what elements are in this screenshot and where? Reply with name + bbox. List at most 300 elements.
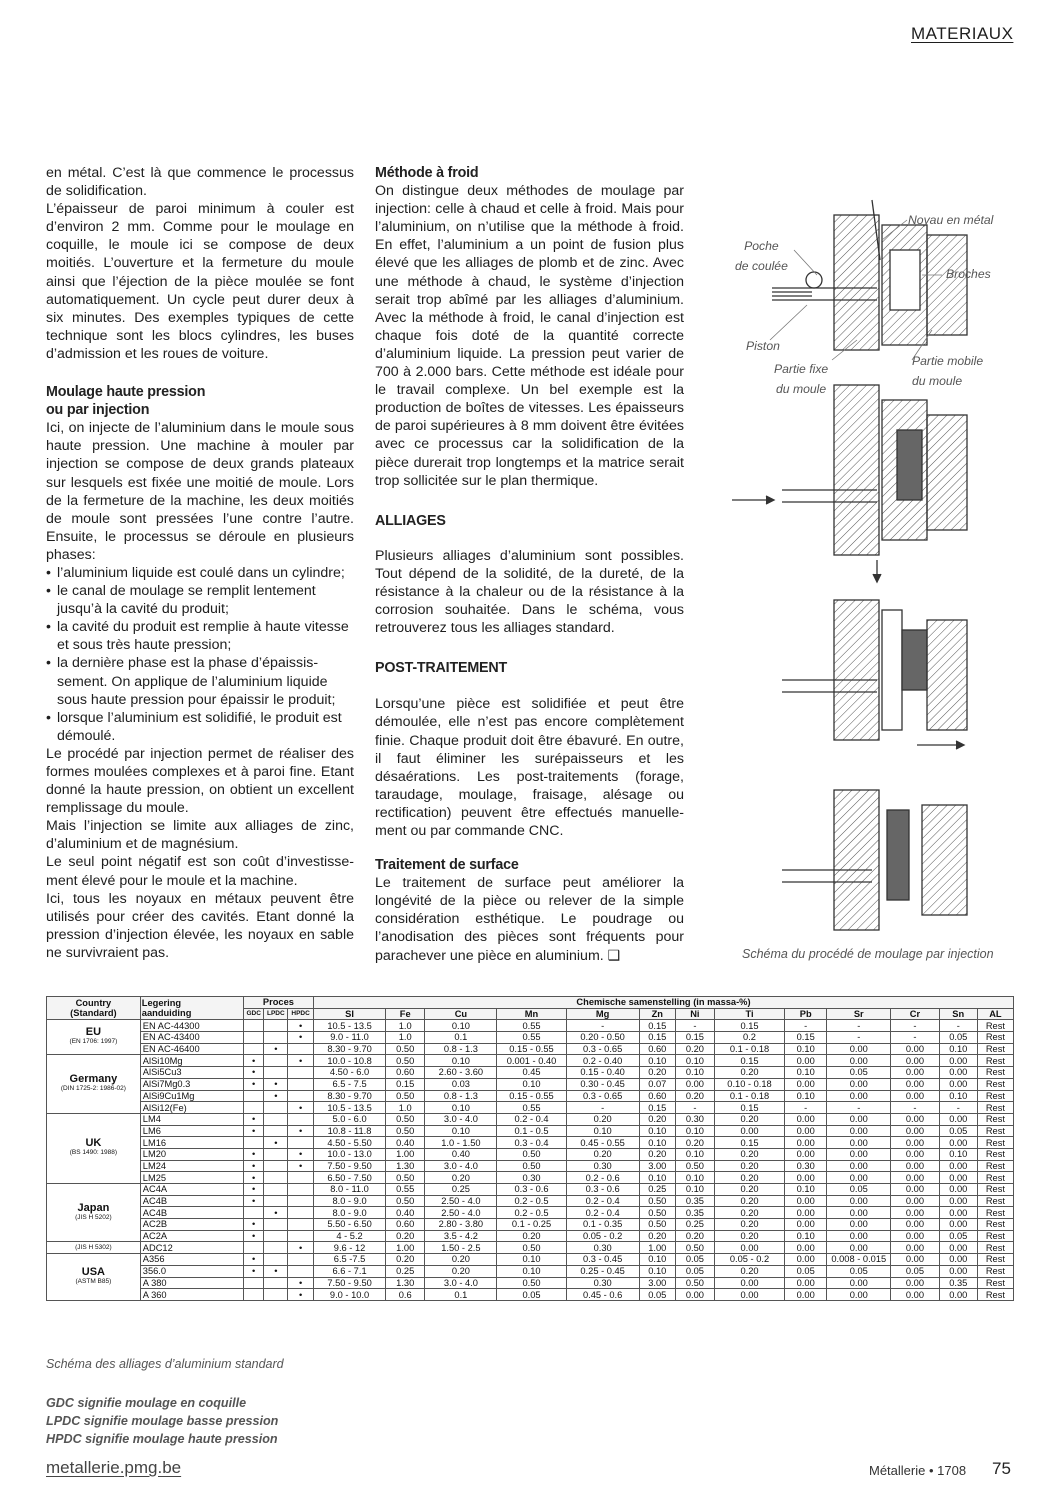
composition-value: 1.0: [386, 1032, 425, 1044]
composition-value: 0.00: [827, 1043, 891, 1055]
composition-value: 0.50: [497, 1242, 566, 1254]
composition-value: 0.2 - 0.5: [497, 1207, 566, 1219]
composition-value: 0.2 - 0.4: [497, 1113, 566, 1125]
composition-value: 0.1 - 0.25: [497, 1219, 566, 1231]
table-row: [47, 1090, 1014, 1102]
composition-value: 0.05: [827, 1184, 891, 1196]
composition-value: 0.20: [425, 1172, 497, 1184]
process-mark: [288, 1067, 314, 1079]
composition-value: 0.20: [386, 1230, 425, 1242]
process-mark: •: [264, 1265, 288, 1277]
composition-value: 10.8 - 11.8: [313, 1125, 385, 1137]
composition-value: 0.8 - 1.3: [425, 1043, 497, 1055]
alloy-name: LM24: [140, 1160, 243, 1172]
paragraph: Lorsqu’une pièce est solidifiée et peut être démoulée, elle n’est pas encore complètement finie. Chaque produit doit être ébavuré. En outre, il faut éliminer les surépaisseurs et les désaérations. Les post-traitements (forage, taraudage, moulage, fraisage, alésage ou rectification) peuvent être effectués manuelle-ment ou par commande CNC.: [375, 696, 684, 839]
label-poche: Poche de coulée: [735, 239, 788, 273]
composition-value: 0.00: [891, 1254, 939, 1266]
composition-value: Rest: [977, 1113, 1013, 1125]
table-row: [47, 1207, 1014, 1219]
process-mark: •: [288, 1277, 314, 1289]
composition-value: 0.10: [639, 1265, 675, 1277]
composition-value: 0.25 - 0.45: [566, 1265, 639, 1277]
composition-value: 0.10: [639, 1125, 675, 1137]
composition-value: 0.00: [939, 1184, 977, 1196]
composition-value: 0.55: [497, 1102, 566, 1114]
composition-value: -: [785, 1102, 827, 1114]
alloy-name: LM6: [140, 1125, 243, 1137]
composition-value: 0.00: [891, 1160, 939, 1172]
header-element: Cr: [891, 1008, 939, 1020]
composition-value: 2.50 - 4.0: [425, 1207, 497, 1219]
composition-value: 0.00: [891, 1219, 939, 1231]
alloy-name: AlSi10Mg: [140, 1055, 243, 1067]
composition-value: 0.00: [891, 1277, 939, 1289]
process-mark: [288, 1184, 314, 1196]
process-mark: •: [264, 1137, 288, 1149]
composition-value: 0.10: [497, 1078, 566, 1090]
process-mark: •: [243, 1160, 264, 1172]
paragraph: Le procédé par injection permet de réaliser des formes moulées complexes et à paroi fine. Etant donné la haute pression, on obtient un excellent remplissage du moule.: [46, 745, 354, 817]
country-cell: USA (ASTM B85): [47, 1254, 141, 1301]
composition-value: 0.20: [497, 1230, 566, 1242]
composition-value: 0.15: [639, 1102, 675, 1114]
composition-value: 0.30 - 0.45: [566, 1078, 639, 1090]
composition-value: Rest: [977, 1067, 1013, 1079]
composition-value: 0.45 - 0.55: [566, 1137, 639, 1149]
table-row: [47, 1102, 1014, 1114]
composition-value: 0.00: [891, 1184, 939, 1196]
composition-value: 0.05: [785, 1265, 827, 1277]
composition-value: 0.00: [714, 1277, 784, 1289]
process-mark: •: [288, 1160, 314, 1172]
table-row: [47, 1265, 1014, 1277]
header-proc: LPDC: [264, 1008, 288, 1020]
composition-value: Rest: [977, 1032, 1013, 1044]
composition-value: 0.00: [891, 1148, 939, 1160]
process-mark: [288, 1230, 314, 1242]
composition-value: 0.60: [386, 1219, 425, 1231]
composition-value: Rest: [977, 1172, 1013, 1184]
composition-value: 3.0 - 4.0: [425, 1113, 497, 1125]
composition-value: 9.0 - 11.0: [313, 1032, 385, 1044]
composition-value: 0.20: [675, 1043, 714, 1055]
composition-value: 0.10: [939, 1043, 977, 1055]
composition-value: 10.0 - 13.0: [313, 1148, 385, 1160]
composition-value: 2.60 - 3.60: [425, 1067, 497, 1079]
composition-value: 0.05: [639, 1289, 675, 1301]
composition-value: 5.50 - 6.50: [313, 1219, 385, 1231]
process-mark: [288, 1043, 314, 1055]
composition-value: 3.0 - 4.0: [425, 1277, 497, 1289]
alloy-name: AC2B: [140, 1219, 243, 1231]
header-country: Country (Standard): [47, 997, 141, 1020]
composition-value: -: [891, 1020, 939, 1032]
table-caption: Schéma des alliages d’aluminium standard: [46, 1357, 284, 1371]
composition-value: 0.10: [939, 1090, 977, 1102]
country-cell: (JIS H 5302): [47, 1242, 141, 1254]
composition-value: 5.0 - 6.0: [313, 1113, 385, 1125]
alloy-name: A356: [140, 1254, 243, 1266]
composition-value: 9.6 - 12: [313, 1242, 385, 1254]
composition-value: 0.00: [785, 1125, 827, 1137]
composition-value: 8.30 - 9.70: [313, 1090, 385, 1102]
composition-value: 0.15: [386, 1078, 425, 1090]
composition-value: 0.10: [675, 1148, 714, 1160]
composition-value: 0.10: [675, 1172, 714, 1184]
paragraph: L’épaisseur de paroi minimum à couler est d’environ 2 mm. Comme pour le moulage en coquille, le moule ici se compose de deux moitiés. L’ouverture et la fermeture du moule ainsi que l’éjection de la pièce moulée se font automatiquement. Un cycle peut durer deux à six minutes. Des exemples typiques de cette technique sont les blocs cylindres, les buses d’admission et les roues de voiture.: [46, 201, 354, 362]
composition-value: 0.00: [939, 1289, 977, 1301]
process-mark: •: [288, 1289, 314, 1301]
composition-value: 0.3 - 0.6: [497, 1184, 566, 1196]
bullet-list: [46, 564, 354, 745]
table-row: [47, 1172, 1014, 1184]
composition-value: 0.00: [785, 1219, 827, 1231]
composition-value: 0.00: [827, 1125, 891, 1137]
process-mark: •: [243, 1055, 264, 1067]
composition-value: Rest: [977, 1078, 1013, 1090]
process-mark: •: [243, 1219, 264, 1231]
composition-value: 0.10: [425, 1055, 497, 1067]
alloy-name: AlSi9Cu1Mg: [140, 1090, 243, 1102]
process-mark: [264, 1289, 288, 1301]
composition-value: -: [827, 1020, 891, 1032]
alloy-name: A 380: [140, 1277, 243, 1289]
paragraph: Plusieurs alliages d’aluminium sont possibles. Tout dépend de la solidité, de la dureté, de la résistance à la chaleur ou de la résistance à la corrosion souhaitée. Dans le schéma, vous retrouverez tous les alliages standard.: [375, 547, 684, 637]
header-chem: Chemische samenstelling (in massa-%): [313, 997, 1013, 1009]
composition-value: 0.50: [639, 1195, 675, 1207]
process-mark: •: [288, 1032, 314, 1044]
composition-value: -: [891, 1032, 939, 1044]
composition-value: 7.50 - 9.50: [313, 1160, 385, 1172]
composition-value: 0.60: [639, 1043, 675, 1055]
process-mark: [243, 1242, 264, 1254]
composition-value: 0.00: [827, 1137, 891, 1149]
process-mark: •: [243, 1078, 264, 1090]
composition-value: 0.00: [891, 1113, 939, 1125]
composition-value: 0.00: [939, 1113, 977, 1125]
column-left: [46, 164, 354, 962]
composition-value: Rest: [977, 1277, 1013, 1289]
table-row: [47, 1113, 1014, 1125]
process-mark: [288, 1113, 314, 1125]
alloy-name: EN AC-46400: [140, 1043, 243, 1055]
composition-value: 0.001 - 0.40: [497, 1055, 566, 1067]
composition-value: Rest: [977, 1242, 1013, 1254]
composition-value: 0.00: [785, 1277, 827, 1289]
composition-value: 0.00: [891, 1242, 939, 1254]
composition-value: 0.00: [827, 1090, 891, 1102]
composition-value: 0.10: [675, 1125, 714, 1137]
table-row: [47, 1032, 1014, 1044]
composition-value: 1.0 - 1.50: [425, 1137, 497, 1149]
process-mark: •: [243, 1172, 264, 1184]
composition-value: 0.20: [425, 1265, 497, 1277]
composition-value: 0.50: [386, 1172, 425, 1184]
composition-value: 0.10: [785, 1043, 827, 1055]
header-element: SI: [313, 1008, 385, 1020]
composition-value: 8.0 - 9.0: [313, 1195, 385, 1207]
composition-value: 0.00: [785, 1172, 827, 1184]
composition-value: 0.10: [639, 1055, 675, 1067]
composition-value: Rest: [977, 1102, 1013, 1114]
composition-value: -: [566, 1102, 639, 1114]
composition-value: 0.1 - 0.35: [566, 1219, 639, 1231]
composition-value: 0.10: [639, 1137, 675, 1149]
composition-value: 10.0 - 10.8: [313, 1055, 385, 1067]
header-element: Cu: [425, 1008, 497, 1020]
composition-value: 0.10: [497, 1254, 566, 1266]
country-cell: Germany (DIN 1725-2: 1986-02): [47, 1055, 141, 1113]
composition-value: 0.20: [714, 1230, 784, 1242]
composition-value: 0.10: [639, 1254, 675, 1266]
composition-value: 0.00: [939, 1172, 977, 1184]
composition-value: 0.00: [939, 1137, 977, 1149]
composition-value: 0.008 - 0.015: [827, 1254, 891, 1266]
column-middle: [375, 164, 684, 965]
heading: POST-TRAITEMENT: [375, 660, 508, 677]
process-mark: [243, 1277, 264, 1289]
composition-value: 0.00: [827, 1230, 891, 1242]
process-mark: •: [288, 1125, 314, 1137]
composition-value: 0.50: [386, 1113, 425, 1125]
process-mark: [264, 1148, 288, 1160]
label-noyau: Noyau en métal: [908, 213, 994, 227]
composition-value: 0.00: [939, 1265, 977, 1277]
composition-value: 0.00: [785, 1148, 827, 1160]
composition-value: 0.05: [827, 1265, 891, 1277]
process-mark: •: [243, 1265, 264, 1277]
composition-value: 0.00: [939, 1207, 977, 1219]
composition-value: 4.50 - 6.0: [313, 1067, 385, 1079]
process-mark: [288, 1078, 314, 1090]
composition-value: -: [827, 1102, 891, 1114]
composition-value: 0.25: [675, 1219, 714, 1231]
composition-value: 0.05: [497, 1289, 566, 1301]
composition-value: 0.1: [425, 1032, 497, 1044]
process-mark: [288, 1137, 314, 1149]
composition-value: 0.00: [891, 1090, 939, 1102]
composition-value: -: [827, 1032, 891, 1044]
composition-value: 0.3 - 0.65: [566, 1043, 639, 1055]
composition-value: 0.15 - 0.40: [566, 1067, 639, 1079]
process-mark: [264, 1242, 288, 1254]
composition-value: 0.00: [827, 1219, 891, 1231]
composition-value: 1.50 - 2.5: [425, 1242, 497, 1254]
composition-value: Rest: [977, 1055, 1013, 1067]
composition-value: 0.15 - 0.55: [497, 1090, 566, 1102]
alloy-name: ADC12: [140, 1242, 243, 1254]
composition-value: 0.60: [639, 1090, 675, 1102]
composition-value: 0.05: [939, 1032, 977, 1044]
composition-value: 0.55: [497, 1032, 566, 1044]
composition-value: 0.00: [785, 1289, 827, 1301]
process-mark: [288, 1254, 314, 1266]
composition-value: 0.00: [785, 1254, 827, 1266]
alloy-name: EN AC-44300: [140, 1020, 243, 1032]
composition-value: 0.10: [639, 1172, 675, 1184]
paragraph: On distingue deux méthodes de moulage par injection: celle à chaud et celle à froid. Mais pour l’aluminium, on n’utilise que la méthode à froid. En effet, l’aluminium a un point de fusion plus élevé que les alliages de plomb et de zinc. Avec une méthode à chaud, le système d’injection serait trop abîmé par les alliages d’aluminium. Avec la méthode à froid, le canal d’injection est chaque fois doté de la quantité correcte d’aluminium liquide. La pression peut varier de 700 à 2.000 bars. Cette méthode est idéale pour le travail complexe. Un bel exemple est la production de boîtes de vitesses. Les épaisseurs de paroi supérieures à 8 mm doivent être évitées avec ce processus car la solidification de la pièce durerait trop longtemps et la matrice serait trop sollicitée sur le plan thermique.: [375, 183, 684, 489]
table-row: [47, 1219, 1014, 1231]
header-element: Fe: [386, 1008, 425, 1020]
composition-value: 0.00: [939, 1219, 977, 1231]
composition-value: 6.6 - 7.1: [313, 1265, 385, 1277]
composition-value: 0.10: [939, 1148, 977, 1160]
process-mark: •: [243, 1254, 264, 1266]
process-mark: [243, 1102, 264, 1114]
composition-value: 1.0: [386, 1020, 425, 1032]
composition-value: 3.00: [639, 1160, 675, 1172]
composition-value: 0.50: [675, 1242, 714, 1254]
composition-value: 10.5 - 13.5: [313, 1102, 385, 1114]
composition-value: 0.00: [939, 1055, 977, 1067]
paragraph: Ici, tous les noyaux en métaux peuvent être utilisés pour créer des cavités. Etant donné la pression d’injection élevée, les noyaux en sable ne survivraient pas.: [46, 890, 354, 961]
composition-value: 0.50: [675, 1277, 714, 1289]
header-element: Sr: [827, 1008, 891, 1020]
composition-value: 0.00: [714, 1242, 784, 1254]
composition-value: 0.00: [827, 1172, 891, 1184]
composition-value: 0.15: [714, 1055, 784, 1067]
list-item: • l’aluminium liquide est coulé dans un cylindre;: [46, 564, 354, 582]
header-proces: Proces: [243, 997, 313, 1009]
composition-value: 0.3 - 0.45: [566, 1254, 639, 1266]
composition-value: 0.50: [639, 1207, 675, 1219]
composition-value: 0.00: [827, 1195, 891, 1207]
composition-value: 0.07: [639, 1078, 675, 1090]
process-mark: [243, 1090, 264, 1102]
process-mark: [243, 1043, 264, 1055]
composition-value: Rest: [977, 1230, 1013, 1242]
composition-value: 0.30: [497, 1172, 566, 1184]
alloy-name: LM20: [140, 1148, 243, 1160]
composition-value: 0.20: [714, 1184, 784, 1196]
table-row: [47, 1230, 1014, 1242]
composition-value: 0.15: [714, 1020, 784, 1032]
composition-value: 0.20: [714, 1113, 784, 1125]
composition-value: 0.30: [566, 1242, 639, 1254]
website-link[interactable]: metallerie.pmg.be: [46, 1458, 182, 1477]
composition-value: 0.05: [675, 1254, 714, 1266]
table-row: [47, 1184, 1014, 1196]
composition-value: 1.30: [386, 1160, 425, 1172]
composition-value: 0.00: [891, 1078, 939, 1090]
table-row: [47, 1160, 1014, 1172]
composition-value: 6.50 - 7.50: [313, 1172, 385, 1184]
header-legering: Legering aanduiding: [140, 997, 243, 1020]
composition-value: Rest: [977, 1254, 1013, 1266]
alloy-name: AC4B: [140, 1195, 243, 1207]
composition-value: 4.50 - 5.50: [313, 1137, 385, 1149]
process-mark: •: [243, 1113, 264, 1125]
composition-value: 0.55: [386, 1184, 425, 1196]
alloy-name: LM16: [140, 1137, 243, 1149]
composition-value: 0.10: [425, 1125, 497, 1137]
composition-value: 0.6: [386, 1289, 425, 1301]
composition-value: 0.50: [386, 1090, 425, 1102]
composition-value: 0.00: [714, 1289, 784, 1301]
composition-value: 0.1 - 0.18: [714, 1043, 784, 1055]
composition-value: -: [785, 1020, 827, 1032]
composition-value: 0.00: [827, 1242, 891, 1254]
composition-value: 6.5 - 7.5: [313, 1078, 385, 1090]
composition-value: 9.0 - 10.0: [313, 1289, 385, 1301]
alloy-table: [46, 996, 1014, 1301]
composition-value: 0.2 - 0.4: [566, 1195, 639, 1207]
composition-value: 0.50: [497, 1160, 566, 1172]
composition-value: Rest: [977, 1160, 1013, 1172]
process-mark: [264, 1195, 288, 1207]
label-piston: Piston: [746, 339, 780, 353]
process-mark: [288, 1265, 314, 1277]
composition-value: 8.0 - 11.0: [313, 1184, 385, 1196]
heading: Méthode à froid: [375, 165, 479, 181]
composition-value: 0.20: [714, 1219, 784, 1231]
composition-value: 0.30: [785, 1160, 827, 1172]
composition-value: Rest: [977, 1020, 1013, 1032]
process-mark: •: [243, 1230, 264, 1242]
composition-value: 0.1: [425, 1289, 497, 1301]
composition-value: Rest: [977, 1184, 1013, 1196]
composition-value: 0.3 - 0.65: [566, 1090, 639, 1102]
composition-value: 0.15: [639, 1032, 675, 1044]
composition-value: 0.10: [566, 1125, 639, 1137]
composition-value: Rest: [977, 1195, 1013, 1207]
composition-value: Rest: [977, 1137, 1013, 1149]
composition-value: 0.50: [497, 1148, 566, 1160]
process-mark: [264, 1067, 288, 1079]
composition-value: 0.2 - 0.5: [497, 1195, 566, 1207]
composition-value: 0.50: [639, 1219, 675, 1231]
composition-value: Rest: [977, 1207, 1013, 1219]
composition-value: 0.3 - 0.4: [497, 1137, 566, 1149]
table-row: [47, 1277, 1014, 1289]
composition-value: 0.20: [714, 1067, 784, 1079]
composition-value: 0.55: [497, 1020, 566, 1032]
composition-value: 0.00: [785, 1078, 827, 1090]
process-mark: [264, 1172, 288, 1184]
composition-value: 0.00: [827, 1113, 891, 1125]
list-item: • la cavité du produit est remplie à haute vitesse et sous très haute pression;: [46, 618, 354, 654]
paragraph: Le traitement de surface peut améliorer la longévité de la pièce ou relever de la simple considération esthétique. Le poudrage ou l’anodisation des pièces sont fréquents pour parachever une pièce en aluminium. ❑: [375, 875, 684, 964]
composition-value: 0.00: [891, 1207, 939, 1219]
composition-value: -: [566, 1020, 639, 1032]
alloy-name: AC2A: [140, 1230, 243, 1242]
composition-value: 0.00: [785, 1113, 827, 1125]
composition-value: 8.0 - 9.0: [313, 1207, 385, 1219]
composition-value: 0.35: [939, 1277, 977, 1289]
composition-value: 0.20: [714, 1207, 784, 1219]
composition-value: 0.00: [939, 1078, 977, 1090]
composition-value: Rest: [977, 1148, 1013, 1160]
composition-value: 0.10: [785, 1067, 827, 1079]
composition-value: 0.00: [891, 1137, 939, 1149]
paragraph: en métal. C’est là que commence le processus de solidification.: [46, 165, 354, 200]
composition-value: 0.00: [785, 1207, 827, 1219]
composition-value: 0.00: [827, 1078, 891, 1090]
composition-value: 0.05: [891, 1265, 939, 1277]
composition-value: 0.2: [714, 1032, 784, 1044]
composition-value: 0.35: [675, 1207, 714, 1219]
paragraph: Ici, on injecte de l’aluminium dans le moule sous haute pression. Une machine à mouler par injection se compose de deux grands plateaux sur lesquels est fixée une moitié de moule. Lors de la fermeture de la machine, les deux moitiés de moule sont pressées l’une contre l’autre. Ensuite, le processus se déroule en plusieurs phases:: [46, 420, 354, 563]
list-item: • la dernière phase est la phase d’épaissis-sement. On applique de l’aluminium liquide sous haute pression pour épaissir le produit;: [46, 654, 354, 708]
process-mark: [243, 1289, 264, 1301]
composition-value: 0.20: [566, 1113, 639, 1125]
composition-value: 0.10: [675, 1184, 714, 1196]
composition-value: 0.05 - 0.2: [714, 1254, 784, 1266]
alloy-name: 356.0: [140, 1265, 243, 1277]
composition-value: 0.20: [639, 1148, 675, 1160]
table-row: [47, 1137, 1014, 1149]
composition-value: 0.20: [639, 1067, 675, 1079]
